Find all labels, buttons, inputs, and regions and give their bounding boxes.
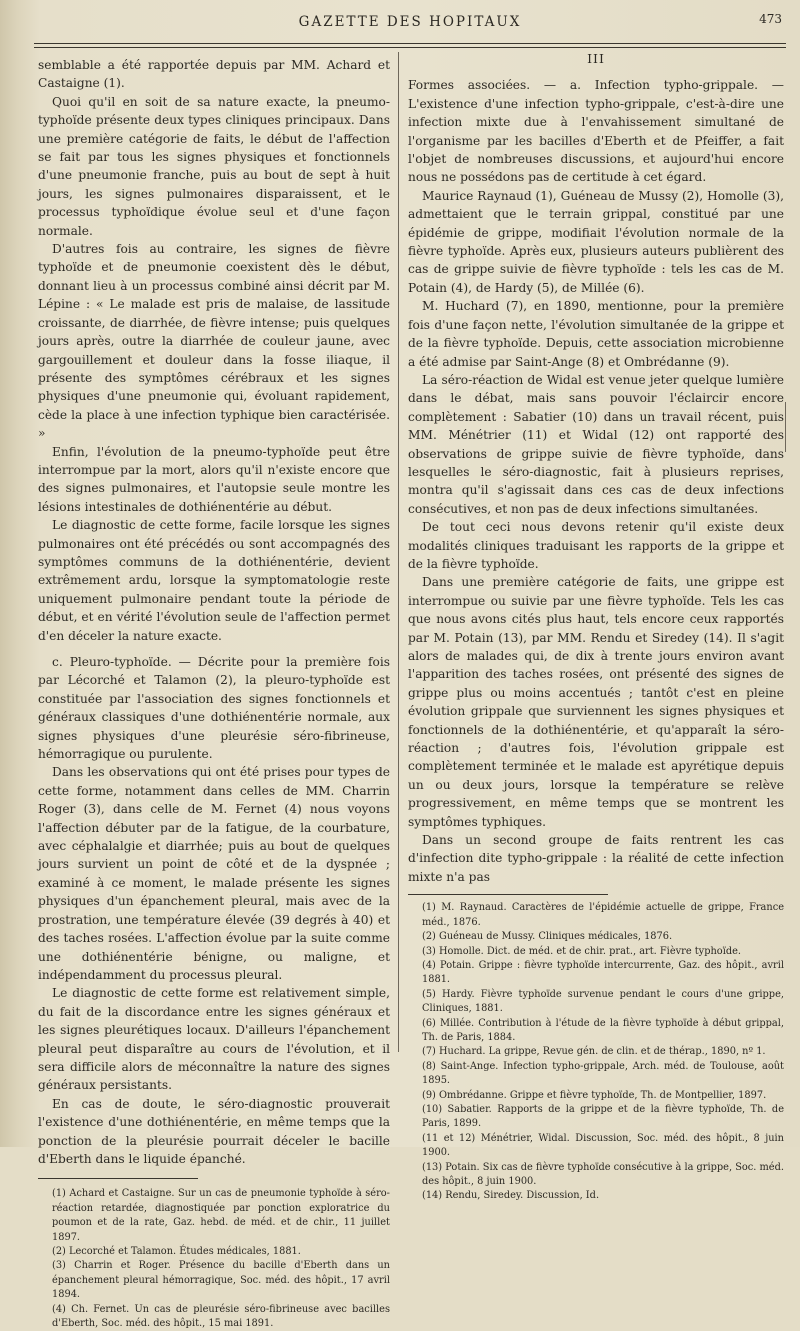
footnotes-left bbox=[38, 1187, 390, 1331]
page-header bbox=[30, 10, 790, 32]
footnote: (5) Hardy. Fièvre typhoïde survenue pendant le cours d'une grippe, Cliniques, 1881. bbox=[422, 988, 784, 1015]
paragraph: En cas de doute, le séro-diagnostic prouverait l'existence d'une dothiénentérie, en même temps que la ponction de la pleurésie pourrait déceler le bacille d'Eberth dans le liquide épanché. bbox=[38, 1096, 390, 1166]
footnote: (8) Saint-Ange. Infection typho-grippale, Arch. méd. de Toulouse, août 1895. bbox=[422, 1060, 784, 1087]
paragraph: Dans un second groupe de faits rentrent les cas d'infection dite typho-grippale : la réalité de cette infection mixte n'a pas bbox=[408, 833, 784, 884]
footnote: (3) Homolle. Dict. de méd. et de chir. prat., art. Fièvre typhoïde. bbox=[422, 945, 742, 957]
footnote: (14) Rendu, Siredey. Discussion, Id. bbox=[422, 1190, 600, 1202]
paragraph: semblable a été rapportée depuis par MM. Achard et Castaigne (1). bbox=[38, 58, 390, 91]
paragraph: Le diagnostic de cette forme, facile lorsque les signes pulmonaires ont été précédés ou sont accompagnés des symptômes communs de la dothiénentérie, devient extrêmement ardu, lorsque la symptomatologie reste uniquement pulmonaire pendant toute la période de début, et en vérité l'évolution seule de l'affection permet d'en déceler la nature exacte. bbox=[38, 518, 390, 643]
paragraph: D'autres fois au contraire, les signes de fièvre typhoïde et de pneumonie coexistent dès le début, donnant lieu à un processus combiné ainsi décrit par M. Lépine : « Le malade est pris de malaise, de lassitude croissante, de diarrhée, de fièvre intense; puis quelques jours après, outre la diarrhée de couleur jaune, avec gargouillement et douleur dans la fosse iliaque, il présente des symptômes cérébraux et les signes physiques d'une pneumonie qui, évoluant rapidement, cède la place à une infection typhique bien caractérisée. » bbox=[38, 242, 390, 441]
paragraph: Le diagnostic de cette forme est relativement simple, du fait de la discordance entre les signes généraux et les signes pleurétiques locaux. D'ailleurs l'épanchement pleural peut disparaître au cours de l'évolution, et il sera difficile alors de méconnaître la nature des signes généraux persistants. bbox=[38, 986, 390, 1093]
footnotes-right bbox=[408, 901, 784, 1204]
column-divider bbox=[398, 52, 399, 1052]
footnote: (1) Achard et Castaigne. Sur un cas de pneumonie typhoïde à séro-réaction retardée, diagnostiquée par ponction exploratrice du poumon et de la rate, Gaz. hebd. de méd. et de chir., 11 juillet 1897. bbox=[52, 1188, 390, 1243]
right-column bbox=[408, 50, 784, 1204]
paragraph: Maurice Raynaud (1), Guéneau de Mussy (2), Homolle (3), admettaient que le terrain grippal, constitué par une épidémie de grippe, modifiait l'évolution normale de la fièvre typhoïde. Après eux, plusieurs auteurs publièrent des cas de grippe suivie de fièvre typhoïde : tels les cas de M. Potain (4), de Hardy (5), de Millée (6). bbox=[408, 188, 784, 295]
paragraph: c. Pleuro-typhoïde. — Décrite pour la première fois par Lécorché et Talamon (2), la pleuro-typhoïde est constituée par l'association des signes fonctionnels et généraux classiques d'une dothiénentérie normale, aux signes physiques d'une pleurésie séro-fibrineuse, hémorragique ou purulente. bbox=[38, 655, 390, 762]
journal-title: GAZETTE DES HOPITAUX bbox=[298, 14, 522, 30]
margin-mark bbox=[785, 402, 786, 452]
paragraph: Enfin, l'évolution de la pneumo-typhoïde peut être interrompue par la mort, alors qu'il n'existe encore que des signes pulmonaires, et l'autopsie seule montre les lésions intestinales de dothiénentérie au début. bbox=[38, 444, 390, 514]
paragraph: Dans une première catégorie de faits, une grippe est interrompue ou suivie par une fièvre typhoïde. Tels les cas que nous avons cités plus haut, tels encore ceux rapportés par M. Potain (13), par MM. Rendu et Siredey (14). Il s'agit alors de malades qui, de dix à trente jours environ avant l'apparition des taches rosées, ont présenté des signes de grippe plus ou moins accentués ; tantôt c'est en pleine évolution grippale que surviennent les signes physiques et fonctionnels de la dothiénentérie, et qu'apparaît la séro-réaction ; d'autres fois, l'évolution grippale est complètement terminée et le malade est apyrétique depuis un ou deux jours, lorsque la température se relève progressivement, en même temps que se montrent les symptômes typhiques. bbox=[408, 575, 784, 829]
footnote: (11 et 12) Ménétrier, Widal. Discussion, Soc. méd. des hôpit., 8 juin 1900. bbox=[422, 1132, 784, 1159]
footnote: (3) Charrin et Roger. Présence du bacille d'Eberth dans un épanchement pleural hémorragique, Soc. méd. des hôpit., 17 avril 1894. bbox=[52, 1260, 390, 1301]
footnote-rule bbox=[408, 894, 608, 895]
paragraph: Formes associées. — a. Infection typho-grippale. — L'existence d'une infection typho-grippale, c'est-à-dire une infection mixte due à l'envahissement simultané de l'organisme par les bacilles d'Eberth et de Pfeiffer, a fait l'objet de nombreuses discussions, et aujourd'hui encore nous ne possédons pas de certitude à cet égard. bbox=[408, 78, 784, 185]
footnote: (9) Ombrédanne. Grippe et fièvre typhoïde, Th. de Montpellier, 1897. bbox=[422, 1089, 767, 1101]
footnote: (4) Ch. Fernet. Un cas de pleurésie séro-fibrineuse avec bacilles d'Eberth, Soc. méd. des hôpit., 15 mai 1891. bbox=[52, 1303, 390, 1330]
footnote: (4) Potain. Grippe : fièvre typhoïde intercurrente, Gaz. des hôpit., avril 1881. bbox=[422, 959, 784, 986]
footnote: (10) Sabatier. Rapports de la grippe et de la fièvre typhoïde, Th. de Paris, 1899. bbox=[422, 1103, 784, 1130]
page-number: 473 bbox=[759, 12, 782, 26]
footnote: (6) Millée. Contribution à l'étude de la fièvre typhoïde à début grippal, Th. de Paris, 1884. bbox=[422, 1017, 784, 1043]
footnote: (7) Huchard. La grippe, Revue gén. de clin. et de thérap., 1890, nº 1. bbox=[422, 1046, 766, 1058]
paragraph: De tout ceci nous devons retenir qu'il existe deux modalités cliniques traduisant les rapports de la grippe et de la fièvre typhoïde. bbox=[408, 520, 784, 571]
paragraph: Quoi qu'il en soit de sa nature exacte, la pneumo-typhoïde présente deux types cliniques principaux. Dans une première catégorie de faits, le début de l'affection se fait par tous les signes physiques et fonctionnels d'une pneumonie franche, puis au bout de sept à huit jours, les signes pulmonaires disparaissent, et le processus typhoïdique évolue seul et d'une façon normale. bbox=[38, 94, 390, 238]
footnote: (13) Potain. Six cas de fièvre typhoïde consécutive à la grippe, Soc. méd. des hôpit., 8 juin 1900. bbox=[422, 1161, 784, 1187]
header-rule-secondary bbox=[34, 47, 786, 48]
footnote: (2) Guéneau de Mussy. Cliniques médicales, 1876. bbox=[422, 931, 673, 943]
footnote-rule bbox=[38, 1178, 198, 1179]
left-column bbox=[38, 56, 390, 1331]
footnote: (2) Lecorché et Talamon. Études médicales, 1881. bbox=[52, 1246, 301, 1257]
header-rule bbox=[34, 43, 786, 44]
paragraph: Dans les observations qui ont été prises pour types de cette forme, notamment dans celles de MM. Charrin Roger (3), dans celle de M. Fernet (4) nous voyons l'affection débuter par de la fatigue, de la courbature, avec céphalalgie et diarrhée; puis au bout de quelques jours survient un point de côté et de la dyspnée ; examiné à ce moment, le malade présente les signes physiques d'un épanchement pleural, mais avec de la prostration, une température élevée (39 degrés à 40) et des taches rosées. L'affection évolue par la suite comme une dothiénentérie bénigne, ou maligne, et indépendamment du processus pleural. bbox=[38, 765, 390, 982]
section-number: III bbox=[587, 51, 605, 66]
footnote: (1) M. Raynaud. Caractères de l'épidémie actuelle de grippe, France méd., 1876. bbox=[422, 902, 784, 928]
paragraph: La séro-réaction de Widal est venue jeter quelque lumière dans le débat, mais sans pouvoir l'éclaircir encore complètement : Sabatier (10) dans un travail récent, puis MM. Ménétrier (11) et Widal (12) ont rapporté des observations de grippe suivie de fièvre typhoïde, dans lesquelles le séro-diagnostic, fait à plusieurs reprises, montra qu'il s'agissait dans ces cas de deux infections consécutives, et non pas de deux infections simultanées. bbox=[408, 372, 784, 516]
paragraph: M. Huchard (7), en 1890, mentionne, pour la première fois d'une façon nette, l'évolution simultanée de la grippe et de la fièvre typhoïde. Depuis, cette association microbienne a été admise par Saint-Ange (8) et Ombrédanne (9). bbox=[408, 299, 784, 369]
